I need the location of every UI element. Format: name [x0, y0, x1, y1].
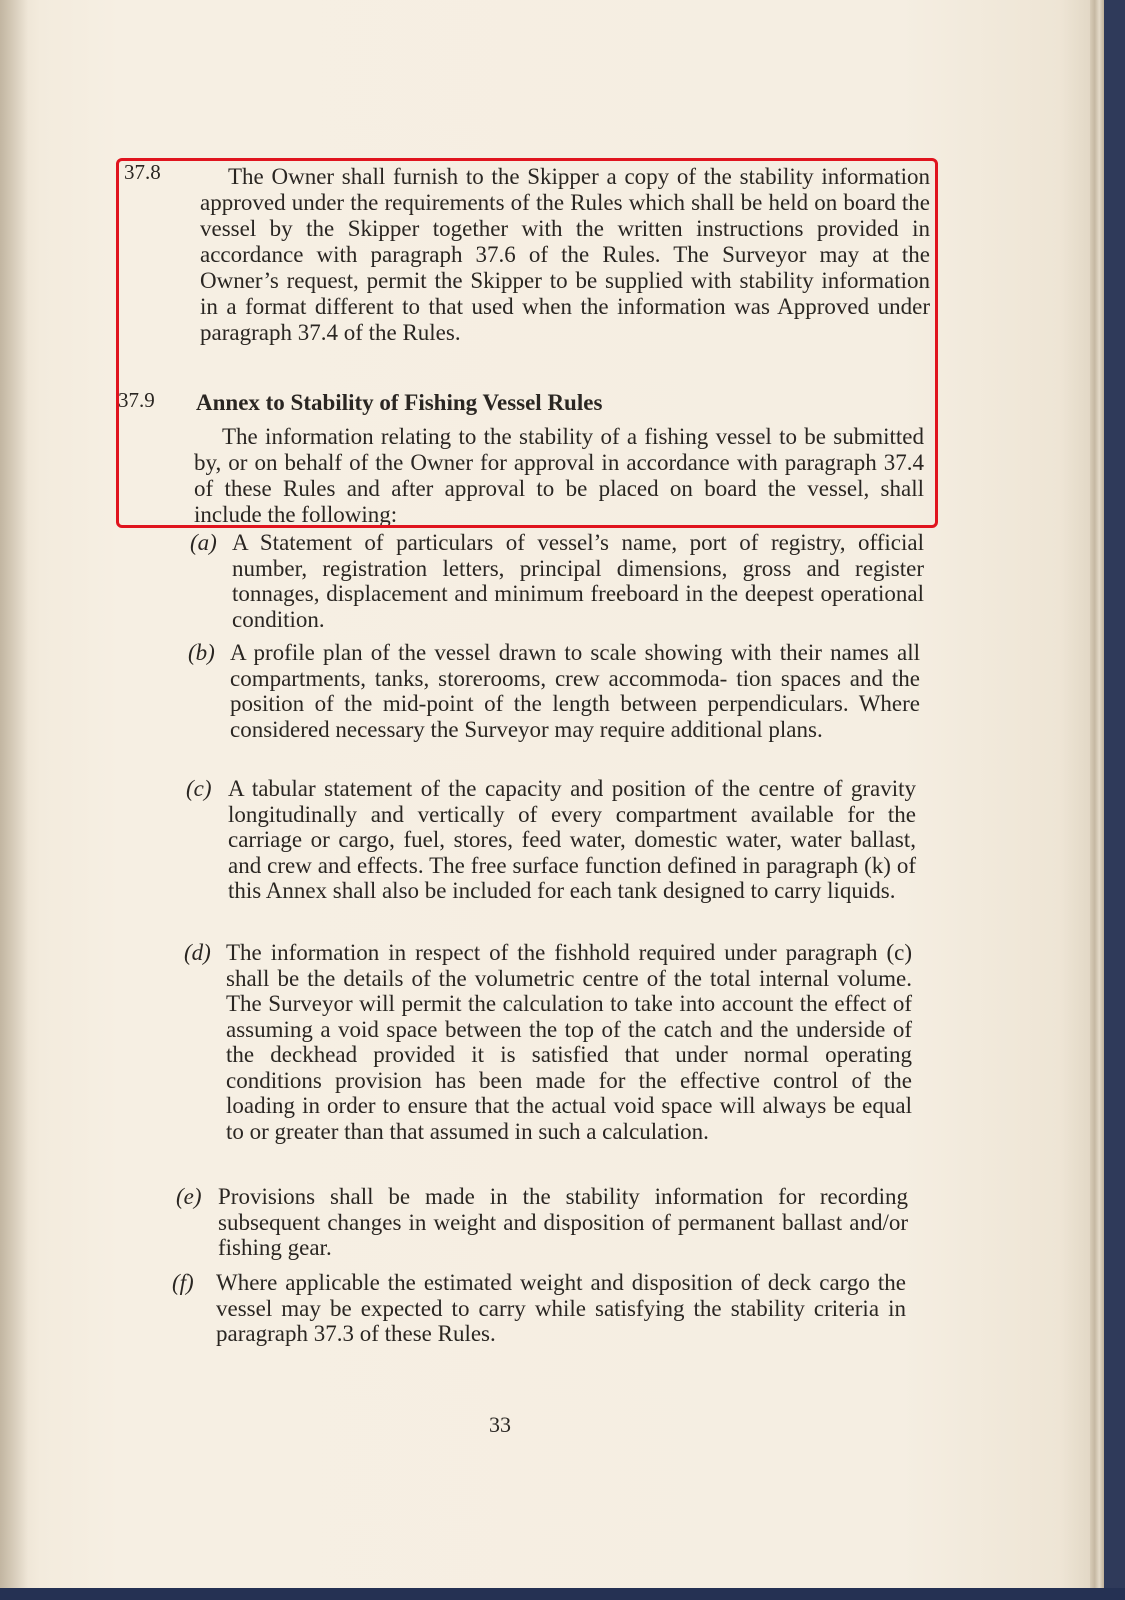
- section-number: 37.8: [124, 160, 161, 184]
- section-paragraph: The information relating to the stability of a fishing vessel to be submitted by, or on behalf of the Owner for approval in accordance with paragraph 37.4 of these Rules and after approval to be placed on board the vessel, shall include the following:: [194, 424, 924, 527]
- section-number: 37.9: [118, 388, 155, 412]
- item-text: A profile plan of the vessel drawn to scale showing with their names all compartments, tanks, storerooms, crew accommoda- tion spaces and the position of the mid-point of the length between perpendiculars. Where considered necessary the Surveyor may require additional plans.: [230, 640, 920, 742]
- item-label: (e): [176, 1184, 202, 1209]
- page-edge: [1090, 0, 1104, 1588]
- binding-shadow: [0, 0, 28, 1588]
- page-number: 33: [489, 1412, 511, 1437]
- highlight-box: [116, 158, 938, 528]
- item-text: Where applicable the estimated weight and disposition of deck cargo the vessel may be expected to carry while satisfying the stability criteria in paragraph 37.3 of these Rules.: [216, 1270, 906, 1346]
- book-cover-edge: [0, 1588, 1125, 1600]
- item-label: (a): [190, 530, 217, 555]
- item-text: Provisions shall be made in the stability information for recording subsequent changes in weight and disposition of permanent ballast and/or fishing gear.: [218, 1184, 908, 1260]
- item-text: A tabular statement of the capacity and position of the centre of gravity longitudinally and vertically of every compartment available for the carriage or cargo, fuel, stores, feed water, domestic water, water ballast, and crew and effects. The free surface function defined in paragraph (k) of this Annex shall also be included for each tank designed to carry liquids.: [228, 776, 916, 903]
- item-text: A Statement of particulars of vessel’s name, port of registry, official number, registration letters, principal dimensions, gross and register tonnages, displacement and minimum freeboard in the deepest operational condition.: [232, 530, 924, 632]
- item-label: (c): [186, 776, 212, 801]
- item-text: The information in respect of the fishhold required under paragraph (c) shall be the details of the volumetric centre of the total internal volume. The Surveyor will permit the calculation to take into account the effect of assuming a void space between the top of the catch and the underside of the deckhead provided it is satisfied that under normal operating conditions provision has been made for the effective control of the loading in order to ensure that the actual void space will always be equal to or greater than that assumed in such a calculation.: [226, 940, 912, 1144]
- section-paragraph: The Owner shall furnish to the Skipper a copy of the stability information approved under the requirements of the Rules which shall be held on board the vessel by the Skipper together with the written instructions provided in accordance with paragraph 37.6 of the Rules. The Surveyor may at the Owner’s request, permit the Skipper to be supplied with stability information in a format different to that used when the information was Approved under paragraph 37.4 of the Rules.: [200, 164, 930, 345]
- section-heading: Annex to Stability of Fishing Vessel Rules: [196, 390, 603, 415]
- item-label: (d): [184, 940, 211, 965]
- item-label: (b): [188, 640, 215, 665]
- item-label: (f): [172, 1270, 194, 1295]
